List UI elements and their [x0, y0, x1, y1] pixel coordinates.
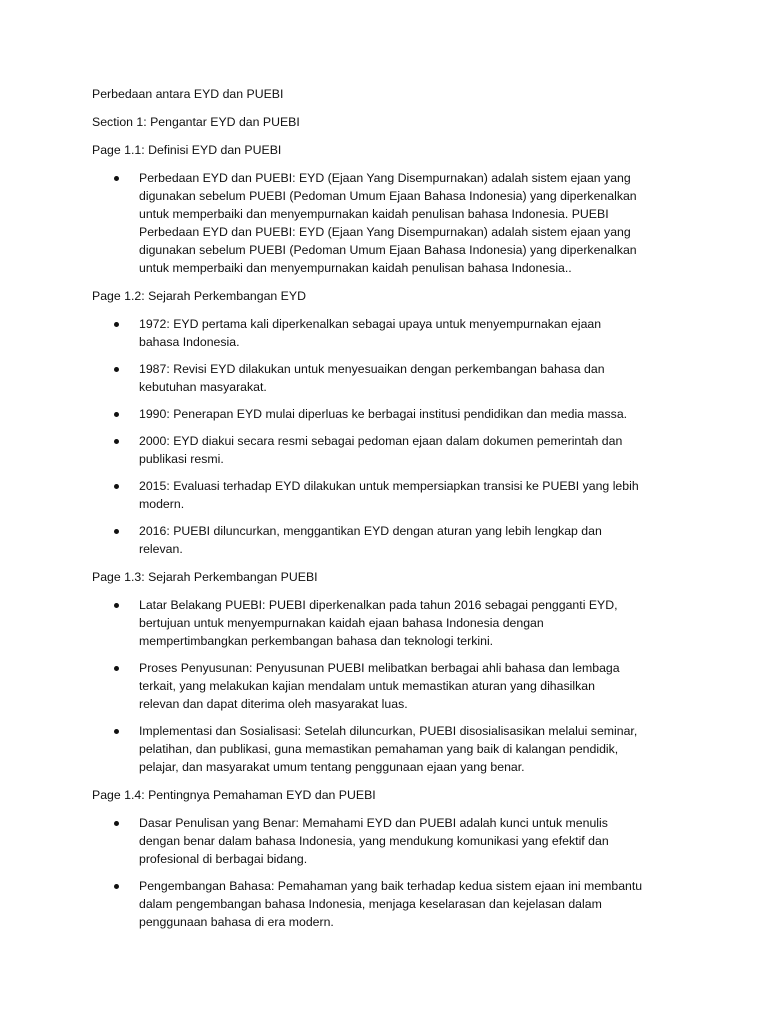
bullet-list: [92, 315, 692, 558]
bullet-icon: [114, 884, 119, 889]
list-item-text: untuk memperbaiki dan menyempurnakan kaidah penulisan bahasa Indonesia. PUEBI: [139, 207, 609, 221]
list-item: [92, 814, 694, 868]
list-item: [92, 477, 694, 513]
list-item-text: Implementasi dan Sosialisasi: Setelah diluncurkan, PUEBI disosialisasikan melalui seminar,: [139, 724, 638, 738]
list-item-text: Perbedaan EYD dan PUEBI: EYD (Ejaan Yang Disempurnakan) adalah sistem ejaan yang: [139, 171, 631, 185]
list-item: [92, 877, 694, 931]
list-item-text: relevan.: [139, 542, 183, 556]
list-item-text: mempertimbangkan perkembangan bahasa dan teknologi terkini.: [139, 634, 494, 648]
document-title: Perbedaan antara EYD dan PUEBI: [92, 87, 284, 101]
list-item-text: 2016: PUEBI diluncurkan, menggantikan EYD dengan aturan yang lebih lengkap dan: [139, 524, 602, 538]
list-item-text: Perbedaan EYD dan PUEBI: EYD (Ejaan Yang Disempurnakan) adalah sistem ejaan yang: [139, 225, 631, 239]
list-item-text: digunakan sebelum PUEBI (Pedoman Umum Ejaan Bahasa Indonesia) yang diperkenalkan: [139, 243, 637, 257]
page-heading: Page 1.4: Pentingnya Pemahaman EYD dan PUEBI: [92, 788, 376, 802]
list-item-text: terkait, yang melakukan kajian mendalam untuk memastikan aturan yang dihasilkan: [139, 679, 595, 693]
list-item: [92, 360, 694, 396]
bullet-icon: [114, 322, 119, 327]
list-item-text: Proses Penyusunan: Penyusunan PUEBI melibatkan berbagai ahli bahasa dan lembaga: [139, 661, 620, 675]
list-item-text: 1972: EYD pertama kali diperkenalkan sebagai upaya untuk menyempurnakan ejaan: [139, 317, 602, 331]
list-item: [92, 169, 694, 277]
bullet-icon: [114, 484, 119, 489]
bullet-icon: [114, 666, 119, 671]
bullet-icon: [114, 176, 119, 181]
list-item-text: relevan dan dapat diterima oleh masyarakat luas.: [139, 697, 408, 711]
page-heading: Page 1.2: Sejarah Perkembangan EYD: [92, 289, 306, 303]
list-item: [92, 432, 694, 468]
bullet-icon: [114, 367, 119, 372]
bullet-list: [92, 814, 692, 931]
bullet-list: [92, 596, 692, 776]
bullet-icon: [114, 729, 119, 734]
bullet-icon: [114, 529, 119, 534]
bullet-icon: [114, 412, 119, 417]
bullet-icon: [114, 439, 119, 444]
list-item-text: kebutuhan masyarakat.: [139, 380, 267, 394]
list-item-text: Latar Belakang PUEBI: PUEBI diperkenalkan pada tahun 2016 sebagai pengganti EYD,: [139, 598, 618, 612]
list-item: [92, 405, 694, 423]
list-item-text: Dasar Penulisan yang Benar: Memahami EYD dan PUEBI adalah kunci untuk menulis: [139, 816, 608, 830]
list-item: [92, 522, 694, 558]
list-item-text: publikasi resmi.: [139, 452, 224, 466]
list-item-text: pelajar, dan masyarakat umum tentang penggunaan ejaan yang benar.: [139, 760, 525, 774]
list-item: [92, 315, 694, 351]
section-heading: Section 1: Pengantar EYD dan PUEBI: [92, 115, 300, 129]
bullet-list: [92, 169, 692, 277]
page-heading: Page 1.1: Definisi EYD dan PUEBI: [92, 143, 282, 157]
bullet-icon: [114, 821, 119, 826]
list-item-text: 2000: EYD diakui secara resmi sebagai pedoman ejaan dalam dokumen pemerintah dan: [139, 434, 623, 448]
document-body: [92, 141, 692, 931]
list-item-text: dengan benar dalam bahasa Indonesia, yang mendukung komunikasi yang efektif dan: [139, 834, 609, 848]
list-item-text: 1990: Penerapan EYD mulai diperluas ke berbagai institusi pendidikan dan media massa.: [139, 407, 628, 421]
list-item-text: dalam pengembangan bahasa Indonesia, menjaga keselarasan dan kejelasan dalam: [139, 897, 602, 911]
document-page: [92, 85, 692, 941]
page-heading: Page 1.3: Sejarah Perkembangan PUEBI: [92, 570, 318, 584]
list-item: [92, 596, 694, 650]
list-item-text: profesional di berbagai bidang.: [139, 852, 308, 866]
list-item-text: 1987: Revisi EYD dilakukan untuk menyesuaikan dengan perkembangan bahasa dan: [139, 362, 605, 376]
list-item-text: digunakan sebelum PUEBI (Pedoman Umum Ejaan Bahasa Indonesia) yang diperkenalkan: [139, 189, 637, 203]
bullet-icon: [114, 603, 119, 608]
list-item: [92, 722, 694, 776]
list-item-text: 2015: Evaluasi terhadap EYD dilakukan untuk mempersiapkan transisi ke PUEBI yang lebih: [139, 479, 639, 493]
list-item-text: untuk memperbaiki dan menyempurnakan kaidah penulisan bahasa Indonesia..: [139, 261, 572, 275]
list-item-text: penggunaan bahasa di era modern.: [139, 915, 334, 929]
list-item-text: bertujuan untuk menyempurnakan kaidah ejaan bahasa Indonesia dengan: [139, 616, 544, 630]
list-item-text: Pengembangan Bahasa: Pemahaman yang baik terhadap kedua sistem ejaan ini membantu: [139, 879, 643, 893]
list-item-text: pelatihan, dan publikasi, guna memastikan pemahaman yang baik di kalangan pendidik,: [139, 742, 619, 756]
list-item-text: bahasa Indonesia.: [139, 335, 240, 349]
list-item-text: modern.: [139, 497, 185, 511]
list-item: [92, 659, 694, 713]
